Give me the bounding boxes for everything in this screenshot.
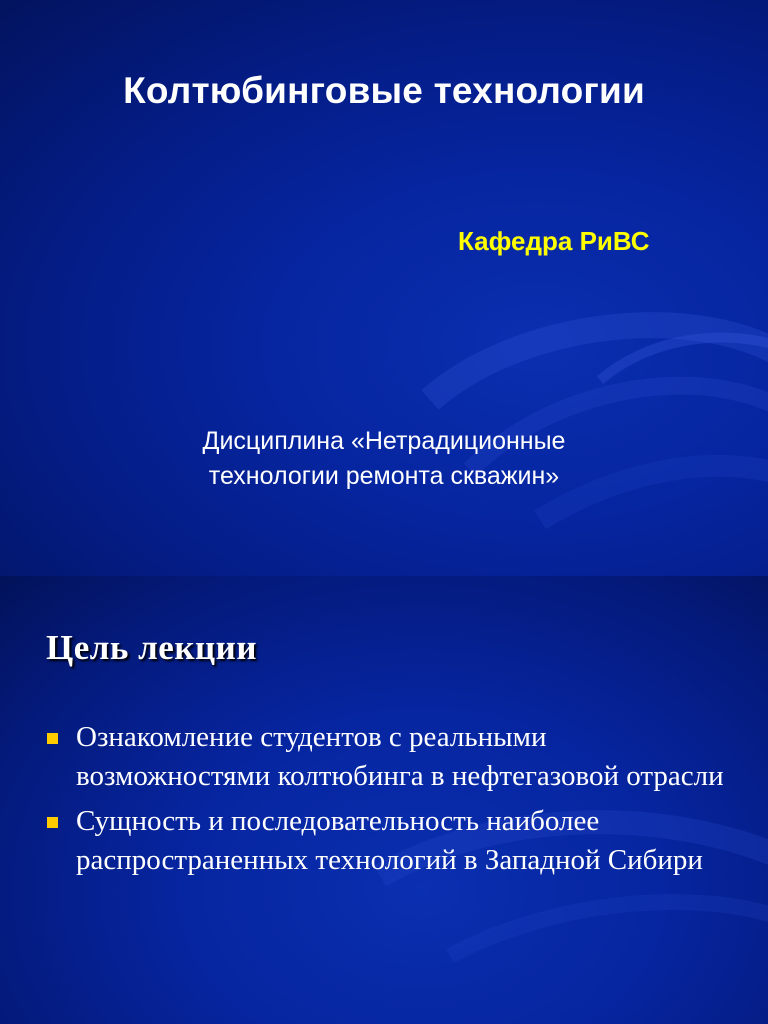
- bullet-text: Ознакомление студентов с реальными возможностями колтюбинга в нефтегазовой отрасли: [76, 721, 724, 792]
- swirl-arc-3: [600, 338, 768, 380]
- discipline-line-2: технологии ремонта скважин»: [208, 462, 560, 490]
- square-bullet-icon: [47, 817, 58, 828]
- swirl-arc-1: [430, 325, 768, 400]
- section-heading: Цель лекции: [46, 628, 257, 667]
- bullet-item: [46, 718, 736, 796]
- bullet-text: Сущность и последовательность наиболее распространенных технологий в Западной Сибири: [76, 805, 703, 876]
- goal-bullet-list: [46, 718, 736, 886]
- bullet-item: [46, 802, 736, 880]
- discipline-text: [0, 424, 768, 494]
- slide-title-text: Колтюбинговые технологии: [123, 70, 645, 111]
- slide-lecture-goal: [0, 576, 768, 1024]
- department-label: Кафедра РиВС: [458, 226, 650, 256]
- square-bullet-icon: [47, 733, 58, 744]
- discipline-line-1: Дисциплина «Нетрадиционные: [202, 427, 566, 455]
- swirl-arc-2: [450, 902, 768, 956]
